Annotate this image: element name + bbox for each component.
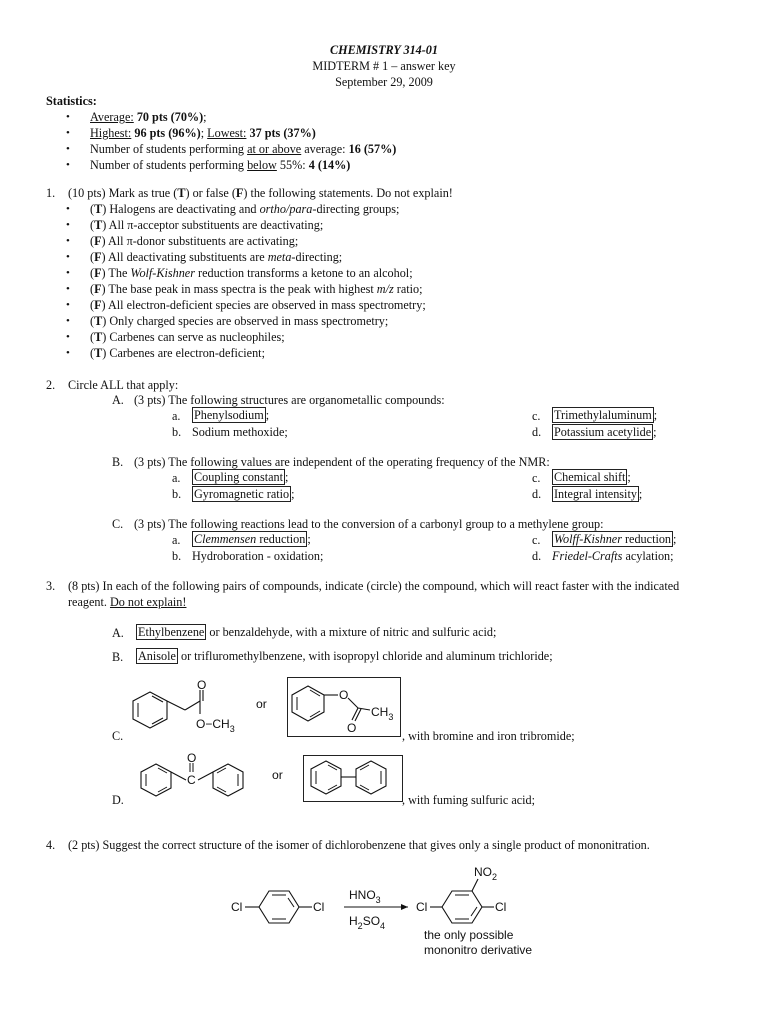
q2a-b-answer: Sodium methoxide; — [192, 425, 288, 439]
q2-prompt: Circle ALL that apply: — [68, 378, 179, 392]
q1-statement-text: Carbenes can serve as nucleophiles; — [109, 330, 285, 344]
q1-statement-text: Only charged species are observed in mass spectrometry; — [109, 314, 389, 328]
product-nitro-label: $NO_2$ — [474, 865, 498, 882]
q1-number: 1. — [46, 186, 56, 200]
product-cl-left: Cl — [416, 900, 428, 914]
q2-number: 2. — [46, 378, 56, 392]
q2c-a: a. — [172, 533, 181, 547]
statistics-title: Statistics: — [46, 94, 97, 108]
q2b-c-answer: Chemical shift ; — [554, 470, 631, 484]
q1-statement — [90, 330, 285, 345]
ketone-oxygen-label: O — [187, 751, 197, 765]
reactant-cl-left: Cl — [231, 900, 243, 914]
q2c-b-answer: Hydroboration - oxidation; — [192, 549, 324, 563]
q2a-b: b. — [172, 425, 182, 439]
q2b-a-answer: Coupling constant ; — [194, 470, 289, 484]
q2c-prompt: (3 pts) The following reactions lead to the conversion of a carbonyl group to a methylene group: — [134, 517, 604, 531]
q1-answer: (F) — [90, 266, 109, 280]
q2c-c: c. — [532, 533, 541, 547]
q1-statement-text: The base peak in mass spectra is the peak with highest m/z ratio; — [108, 282, 423, 296]
q1-answer: (F) — [90, 282, 109, 296]
q3c-label: C. — [112, 729, 124, 743]
q2a-a: a. — [172, 409, 181, 423]
q2b-c: c. — [532, 471, 541, 485]
q2a-prompt: (3 pts) The following structures are organometallic compounds: — [134, 393, 445, 407]
q1-answer: (F) — [90, 298, 108, 312]
q2b-d-answer: Integral intensity ; — [554, 487, 643, 501]
ketone-carbon-label: C — [187, 773, 196, 787]
q3-number: 3. — [46, 579, 56, 593]
q3b-label: B. — [112, 650, 124, 664]
q2a-d: d. — [532, 425, 542, 439]
q1-statement-text: All deactivating substituents are meta-directing; — [107, 250, 343, 264]
q3a-text: Ethylbenzene or benzaldehyde, with a mixture of nitric and sulfuric acid; — [138, 625, 497, 639]
q1-answer: (T) — [90, 346, 110, 360]
q2c-a-answer: Clemmensen reduction ; — [194, 532, 311, 546]
q4-prompt: (2 pts) Suggest the correct structure of the isomer of dichlorobenzene that gives only a single product of mononitration. — [68, 838, 650, 852]
q1-statement-text: Carbenes are electron-deficient; — [109, 346, 265, 360]
q1-statement — [90, 298, 426, 313]
q3-prompt-line2: reagent. Do not explain! — [68, 595, 187, 609]
q2a-c: c. — [532, 409, 541, 423]
q2a-label: A. — [112, 393, 124, 407]
q1-statement — [90, 282, 423, 297]
q1-answer: (F) — [90, 250, 108, 264]
reactant-cl-right: Cl — [313, 900, 325, 914]
product-caption-line2: mononitro derivative — [424, 943, 533, 957]
q1-statement — [90, 218, 323, 233]
q2b-label: B. — [112, 455, 124, 469]
q2c-c-answer: Wolff-Kishner reduction ; — [554, 532, 677, 546]
q1-statement-text: All π-donor substituents are activating; — [107, 234, 299, 248]
q2b-d: d. — [532, 487, 542, 501]
q1-statement-text: All electron-deficient species are observed in mass spectrometry; — [107, 298, 426, 312]
nitration-scheme — [228, 862, 548, 962]
acetyl-oxygen-label: O — [347, 721, 357, 735]
q3-prompt-line1: (8 pts) In each of the following pairs of compounds, indicate (circle) the compound, which will react faster with the indicated — [68, 579, 680, 593]
q2b-prompt: (3 pts) The following values are independent of the operating frequency of the NMR: — [134, 455, 550, 469]
q2a-d-answer: Potassium acetylide ; — [554, 425, 657, 439]
q3d-or: or — [272, 768, 283, 782]
q3c-or: or — [256, 697, 267, 711]
q2b-a: a. — [172, 471, 181, 485]
q1-statement-text: All π-acceptor substituents are deactivating; — [108, 218, 324, 232]
q1-prompt: (10 pts) Mark as true (T) or false (F) the following statements. Do not explain! — [68, 186, 453, 200]
q1-statement — [90, 250, 342, 265]
q2b-b-answer: Gyromagnetic ratio ; — [194, 487, 295, 501]
reagent-hno3: $HNO_3$ — [349, 888, 381, 905]
reagent-h2so4: $H_2SO_4$ — [349, 914, 386, 931]
q1-answer: (T) — [90, 218, 109, 232]
q3a-label: A. — [112, 626, 124, 640]
exam-title: MIDTERM # 1 – answer key — [312, 59, 456, 73]
stat-below-55: • Number of students performing below 55%: 4 (14%) — [90, 158, 350, 173]
biphenyl-structure-boxed — [303, 755, 403, 802]
q1-statement — [90, 314, 388, 329]
q1-answer: (F) — [90, 234, 108, 248]
carbonyl-oxygen-label: O — [197, 678, 207, 692]
q1-statement-text: Halogens are deactivating and ortho/para-directing groups; — [109, 202, 400, 216]
q2c-d-answer: Friedel-Crafts acylation; — [552, 549, 674, 563]
methoxy-label: $O-CH_3$ — [196, 717, 235, 734]
benzophenone-structure — [138, 752, 248, 804]
q3c-reagent: , with bromine and iron tribromide; — [402, 729, 575, 743]
q2a-c-answer: Trimethylaluminum ; — [554, 408, 658, 422]
course-title: CHEMISTRY 314-01 — [329, 43, 438, 57]
q2c-d: d. — [532, 549, 542, 563]
q3b-text: Anisole or trifluromethylbenzene, with isopropyl chloride and aluminum trichloride; — [138, 649, 553, 663]
q2a-a-answer: Phenylsodium ; — [194, 408, 270, 422]
stat-above-average: • Number of students performing at or above average: 16 (57%) — [90, 142, 396, 157]
q1-statement — [90, 266, 413, 281]
q1-answer: (T) — [90, 330, 110, 344]
q4-number: 4. — [46, 838, 56, 852]
stat-highest-lowest: • Highest: 96 pts (96%); Lowest: 37 pts (37%) — [90, 126, 316, 141]
q1-statement — [90, 234, 298, 249]
q2c-b: b. — [172, 549, 182, 563]
q3d-label: D. — [112, 793, 124, 807]
exam-date: September 29, 2009 — [335, 75, 433, 89]
q1-answer: (T) — [90, 202, 110, 216]
methyl-benzoate-structure — [130, 678, 260, 744]
stat-average: • Average: 70 pts (70%); — [90, 110, 207, 125]
q2c-label: C. — [112, 517, 124, 531]
q3d-reagent: , with fuming sulfuric acid; — [402, 793, 536, 807]
product-cl-right: Cl — [495, 900, 507, 914]
ester-oxygen-label: O — [339, 688, 349, 702]
q1-statement — [90, 346, 265, 361]
acetyl-methyl-label: $CH_3$ — [371, 705, 394, 722]
product-caption-line1: the only possible — [424, 928, 514, 942]
q1-statement-text: The Wolf-Kishner reduction transforms a ketone to an alcohol; — [108, 266, 413, 280]
q2b-b: b. — [172, 487, 182, 501]
q1-answer: (T) — [90, 314, 110, 328]
q1-statement — [90, 202, 399, 217]
phenyl-acetate-structure-boxed — [287, 677, 401, 737]
